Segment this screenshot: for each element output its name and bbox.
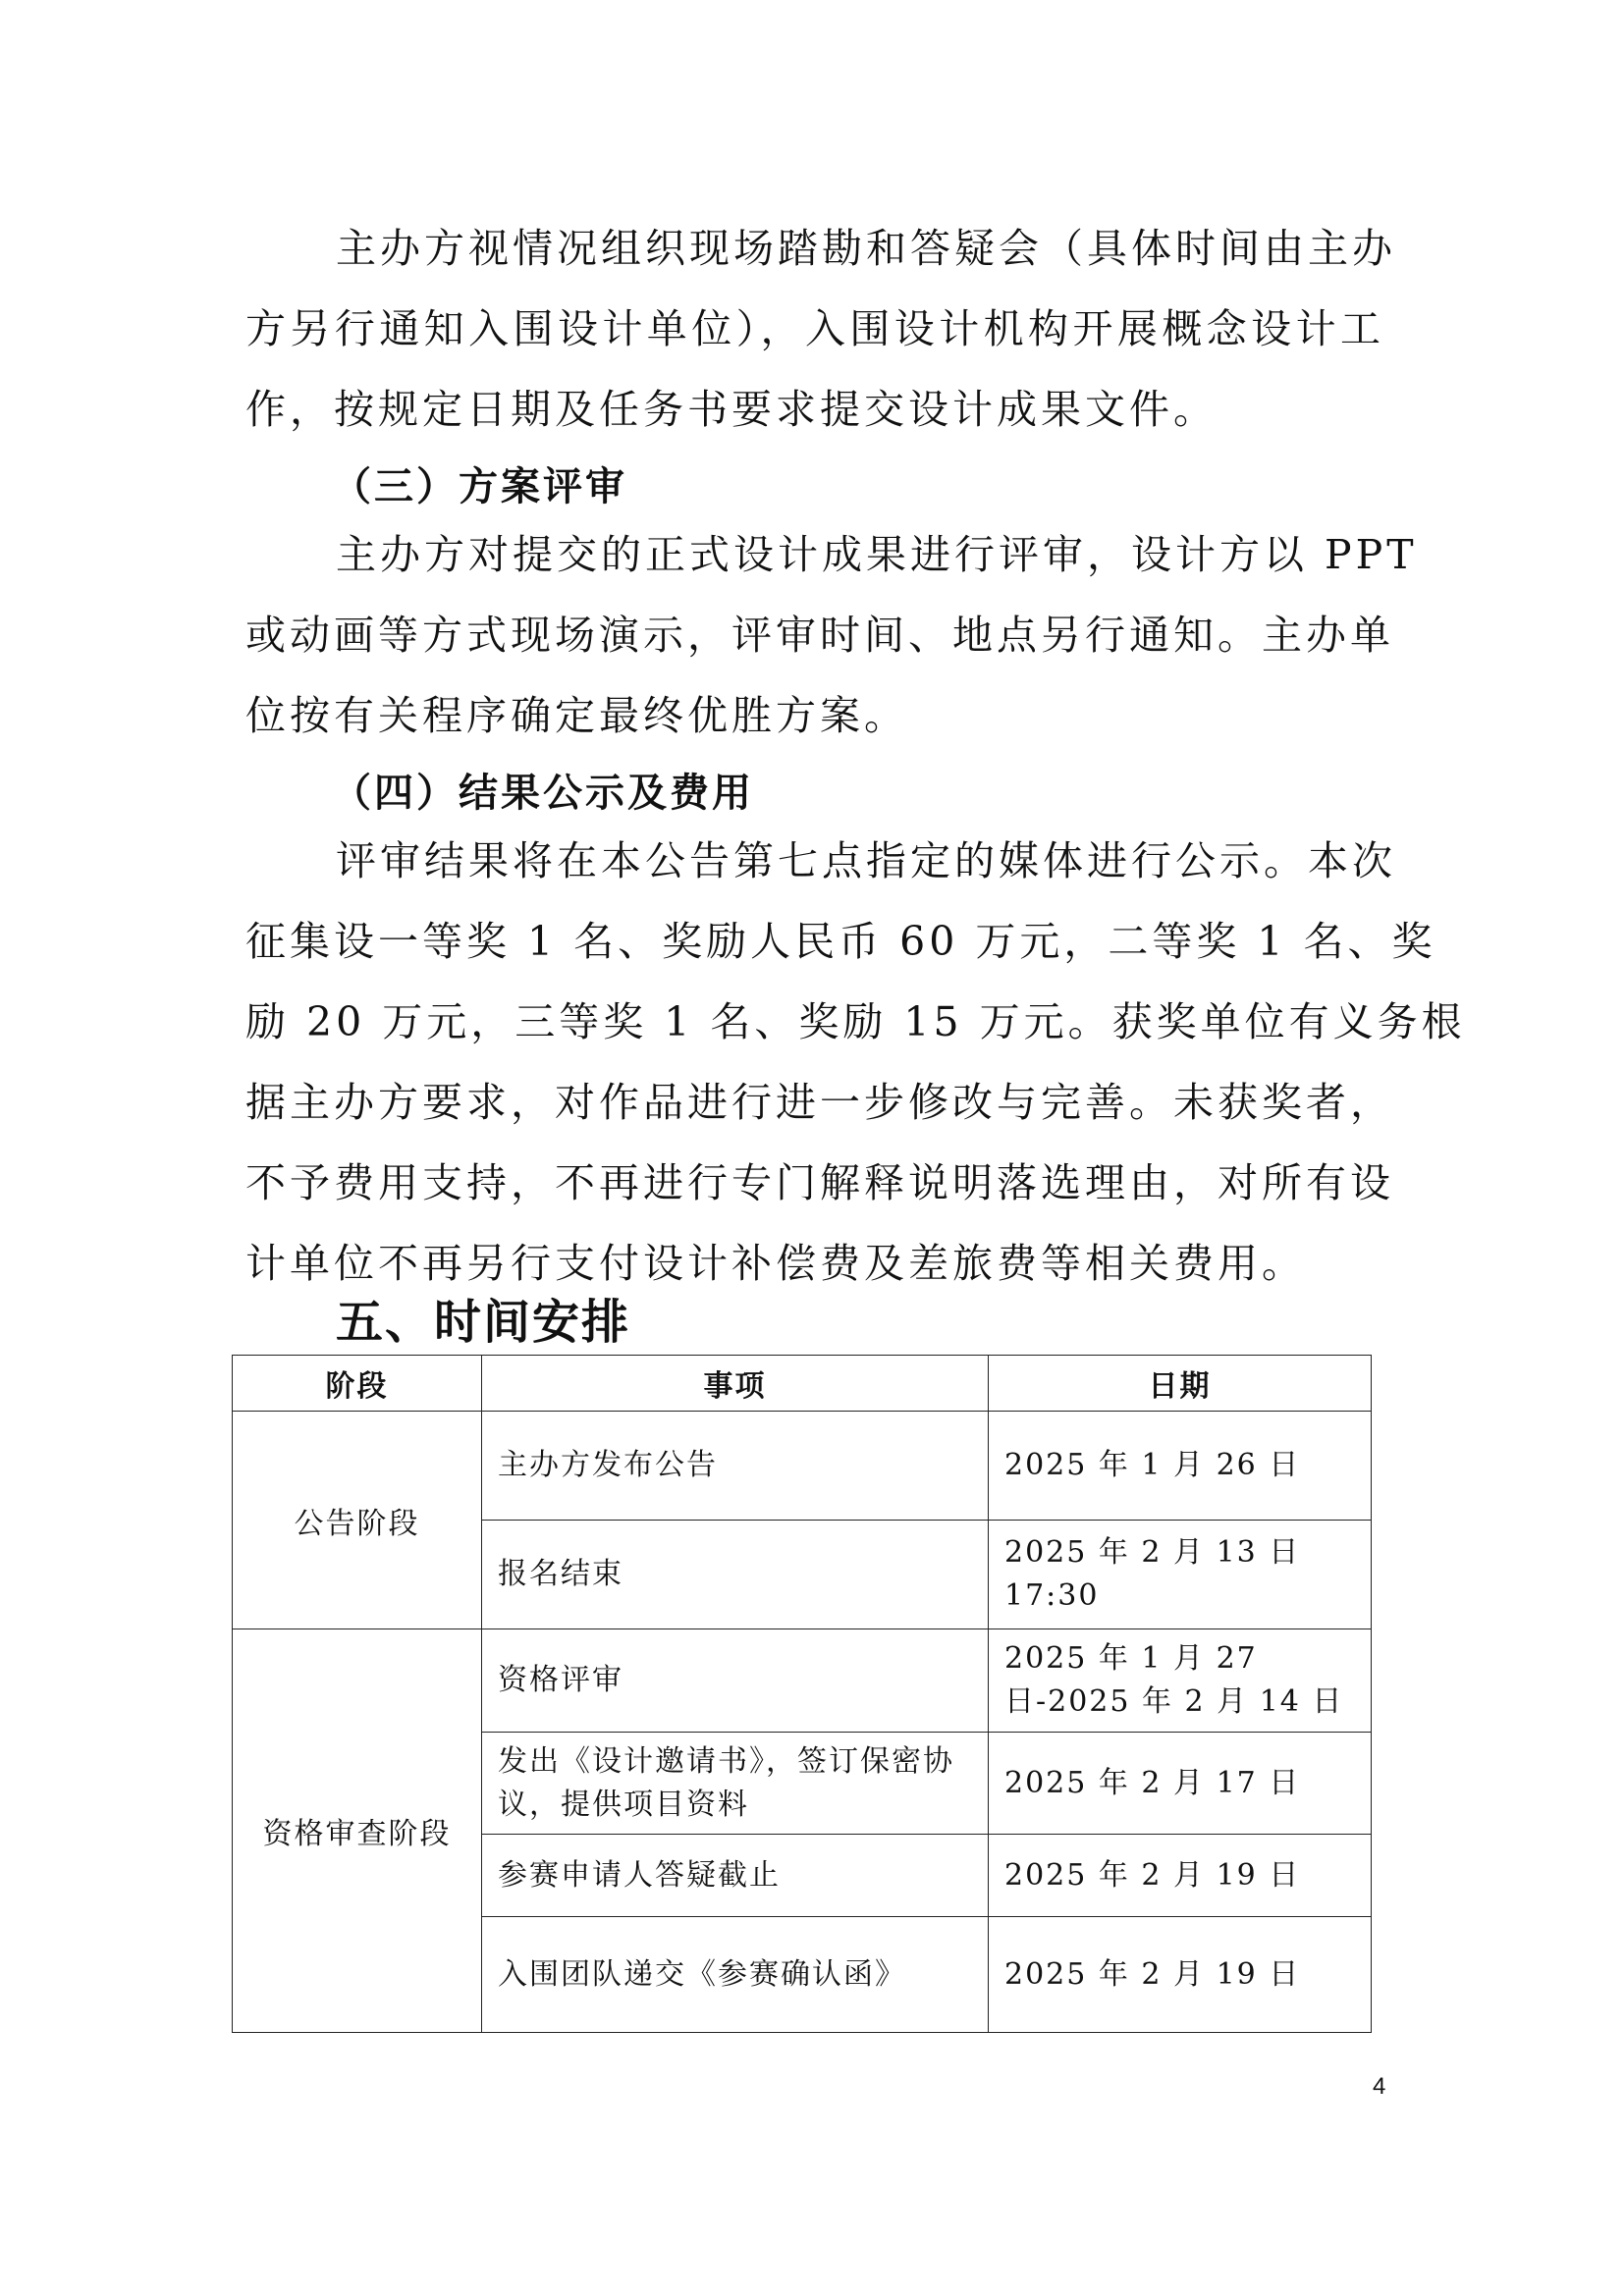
paragraph-line: 评审结果将在本公告第七点指定的媒体进行公示。本次 bbox=[336, 837, 1396, 884]
paragraph-line: 位按有关程序确定最终优胜方案。 bbox=[245, 692, 908, 739]
paragraph-line: 方另行通知入围设计单位），入围设计机构开展概念设计工 bbox=[245, 305, 1384, 352]
paragraph-site-visit bbox=[245, 208, 1396, 450]
paragraph-line: 据主办方要求，对作品进行进一步修改与完善。未获奖者， bbox=[245, 1079, 1394, 1126]
subheading-results: （四）结果公示及费用 bbox=[332, 771, 754, 816]
date-cell: 2025 年 1 月 27 日-2025 年 2 月 14 日 bbox=[989, 1629, 1372, 1733]
header-item: 事项 bbox=[482, 1356, 989, 1412]
item-cell: 主办方发布公告 bbox=[482, 1412, 989, 1521]
paragraph-line: 作，按规定日期及任务书要求提交设计成果文件。 bbox=[245, 386, 1218, 433]
header-stage: 阶段 bbox=[233, 1356, 482, 1412]
item-cell: 发出《设计邀请书》，签订保密协议，提供项目资料 bbox=[482, 1733, 989, 1835]
item-cell: 报名结束 bbox=[482, 1521, 989, 1629]
paragraph-line: 计单位不再另行支付设计补偿费及差旅费等相关费用。 bbox=[245, 1240, 1306, 1287]
schedule-table bbox=[232, 1355, 1372, 2033]
item-cell: 入围团队递交《参赛确认函》 bbox=[482, 1917, 989, 2033]
stage-cell: 资格审查阶段 bbox=[233, 1629, 482, 2033]
paragraph-line: 不予费用支持，不再进行专门解释说明落选理由，对所有设 bbox=[245, 1159, 1394, 1206]
item-cell: 参赛申请人答疑截止 bbox=[482, 1835, 989, 1917]
date-cell: 2025 年 2 月 17 日 bbox=[989, 1733, 1372, 1835]
subheading-review: （三）方案评审 bbox=[332, 464, 627, 509]
paragraph-line: 或动画等方式现场演示，评审时间、地点另行通知。主办单 bbox=[245, 612, 1394, 659]
header-date: 日期 bbox=[989, 1356, 1372, 1412]
table-row bbox=[233, 1412, 1372, 1521]
date-cell: 2025 年 1 月 26 日 bbox=[989, 1412, 1372, 1521]
paragraph-line: 主办方视情况组织现场踏勘和答疑会（具体时间由主办 bbox=[336, 225, 1396, 272]
paragraph-results bbox=[245, 821, 1466, 1304]
item-cell: 资格评审 bbox=[482, 1629, 989, 1733]
page-number: 4 bbox=[1373, 2073, 1386, 2100]
section-heading-schedule: 五、时间安排 bbox=[336, 1295, 631, 1350]
date-cell: 2025 年 2 月 13 日 17:30 bbox=[989, 1521, 1372, 1629]
paragraph-review bbox=[245, 514, 1418, 756]
date-cell: 2025 年 2 月 19 日 bbox=[989, 1835, 1372, 1917]
date-cell: 2025 年 2 月 19 日 bbox=[989, 1917, 1372, 2033]
table-row bbox=[233, 1629, 1372, 1733]
paragraph-line: 主办方对提交的正式设计成果进行评审，设计方以 PPT bbox=[336, 531, 1418, 578]
paragraph-line: 征集设一等奖 1 名、奖励人民币 60 万元，二等奖 1 名、奖 bbox=[245, 918, 1436, 965]
stage-cell: 公告阶段 bbox=[233, 1412, 482, 1629]
paragraph-line: 励 20 万元，三等奖 1 名、奖励 15 万元。获奖单位有义务根 bbox=[245, 998, 1466, 1045]
table-header-row bbox=[233, 1356, 1372, 1412]
